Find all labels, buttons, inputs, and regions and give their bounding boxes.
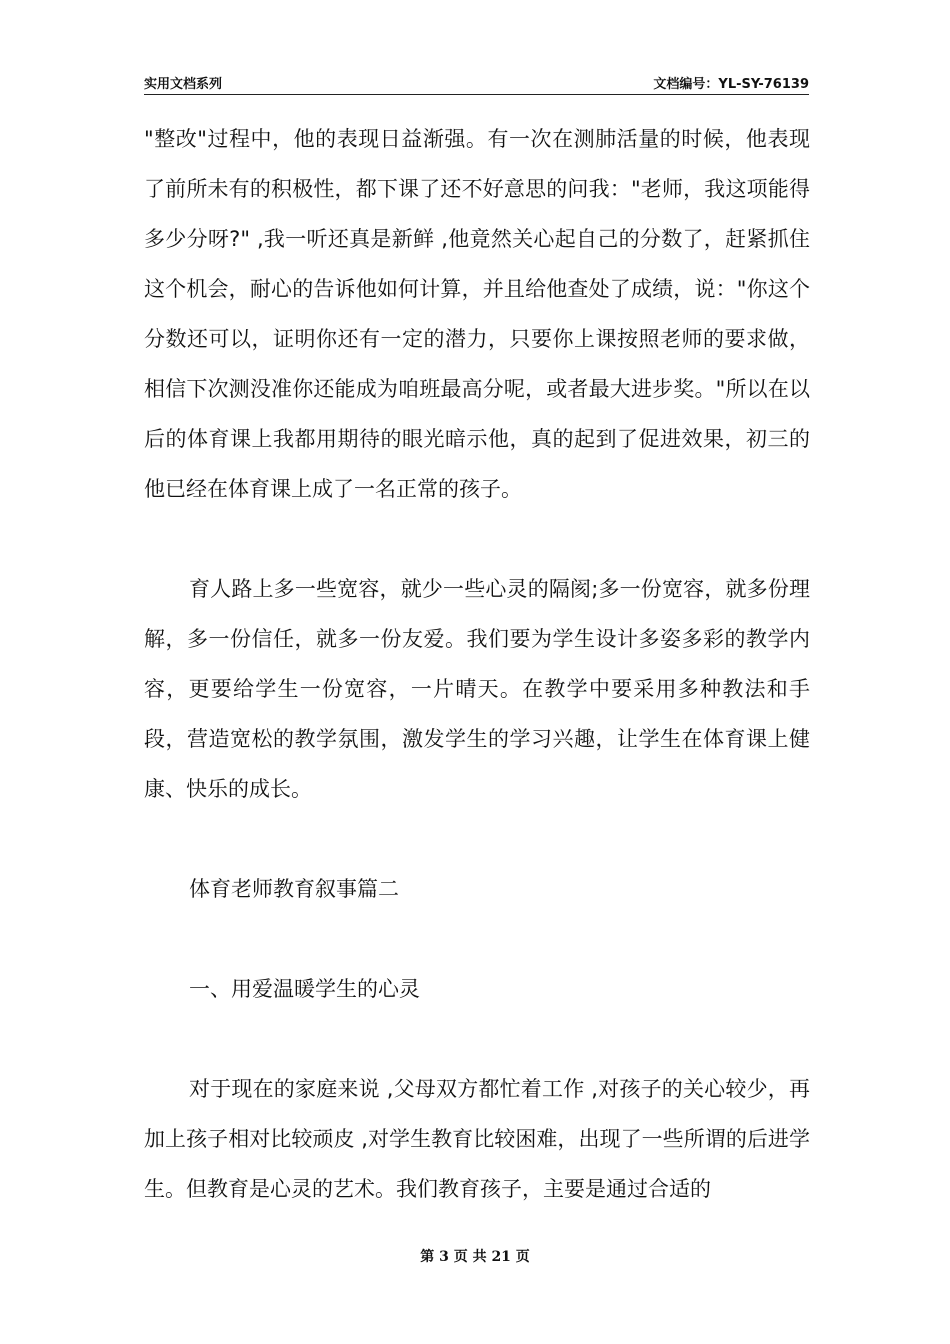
paragraph-tolerance: 育人路上多一些宽容，就少一些心灵的隔阂;多一份宽容，就多份理解，多一份信任，就多一份友爱。我们要为学生设计多姿多彩的教学内容，更要给学生一份宽容，一片晴天。在教学中要采用多种教法和手段，营造宽松的教学氛围，激发学生的学习兴趣，让学生在体育课上健康、快乐的成长。 bbox=[144, 577, 810, 801]
page-header bbox=[144, 70, 809, 95]
series-label: 实用文档系列 bbox=[144, 77, 223, 92]
document-body bbox=[144, 114, 810, 1214]
subsection-heading: 一、用爱温暖学生的心灵 bbox=[189, 977, 420, 1001]
section-title: 体育老师教育叙事篇二 bbox=[189, 877, 399, 901]
paragraph-gap bbox=[144, 514, 810, 564]
paragraph-family: 对于现在的家庭来说 ,父母双方都忙着工作 ,对孩子的关心较少，再加上孩子相对比较顽皮 ,对学生教育比较困难，出现了一些所谓的后进学生。但教育是心灵的艺术。我们教育孩子，主要是通过合适的 bbox=[144, 1077, 810, 1201]
paragraph-gap bbox=[144, 1014, 810, 1064]
document-number: 文档编号：YL-SY-76139 bbox=[653, 77, 809, 92]
paragraph-gap bbox=[144, 814, 810, 864]
page-footer: 第 3 页 共 21 页 bbox=[420, 1249, 530, 1265]
paragraph-gap bbox=[144, 914, 810, 964]
paragraph-continuation: "整改"过程中，他的表现日益渐强。有一次在测肺活量的时候，他表现了前所未有的积极性，都下课了还不好意思的问我："老师，我这项能得多少分呀?" ,我一听还真是新鲜 ,他竟然关心起自己的分数了，赶紧抓住这个机会，耐心的告诉他如何计算，并且给他查处了成绩，说："你这个分数还可以，证明你还有一定的潜力，只要你上课按照老师的要求做，相信下次测没准你还能成为咱班最高分呢，或者最大进步奖。"所以在以后的体育课上我都用期待的眼光暗示他，真的起到了促进效果，初三的他已经在体育课上成了一名正常的孩子。 bbox=[144, 127, 810, 501]
